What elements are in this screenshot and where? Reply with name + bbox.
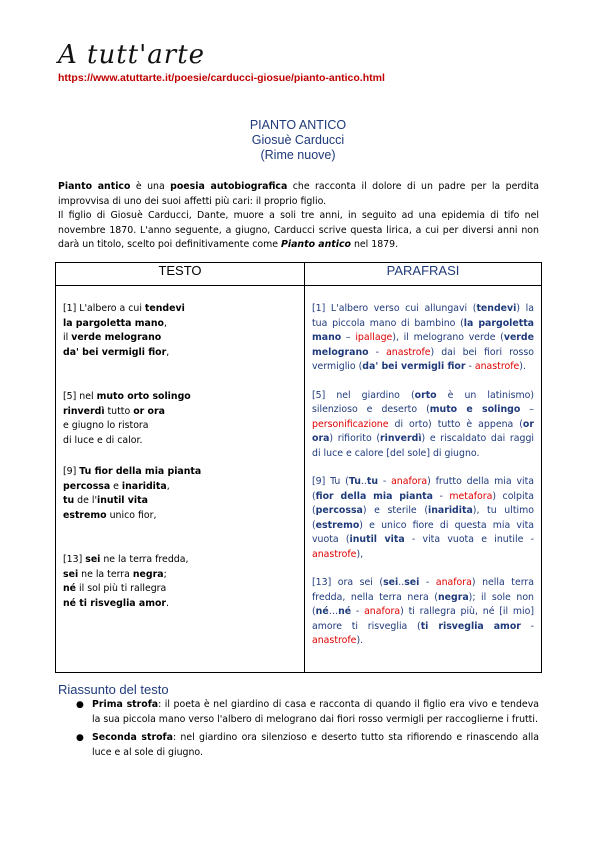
summary-heading: Riassunto del testo	[58, 682, 169, 697]
bold-text: negra	[132, 568, 164, 580]
bold-text: verde melograno	[312, 332, 534, 358]
poem-line	[63, 582, 297, 597]
intro-text	[58, 180, 539, 253]
rhetorical-figure: anastrofe	[386, 346, 431, 358]
text-run: nel 1879.	[350, 239, 399, 250]
poem-line	[63, 317, 297, 332]
bold-text: rinverdì	[63, 405, 105, 417]
bold-text: muto e solingo	[429, 404, 521, 415]
column-header-testo: TESTO	[56, 263, 305, 286]
text-run: .	[166, 597, 170, 609]
text-run: [5] nel giardino (	[312, 389, 415, 401]
text-run: ,	[163, 317, 167, 329]
bold-text: or ora	[312, 418, 534, 444]
text-run: [5] nel	[63, 391, 97, 402]
paraphrase-paragraph	[312, 576, 534, 649]
bold-text: Tu fior della mia pianta	[79, 466, 202, 477]
bold-text: estremo	[63, 509, 107, 521]
text-run: di luce e di calor.	[63, 434, 143, 446]
text-run: ) colpita (	[312, 490, 535, 516]
bold-text: Prima strofa	[92, 699, 159, 710]
bold-text: orto	[414, 389, 437, 401]
text-run: Il figlio di Giosuè Carducci, Dante, muore a soli tre anni, in seguito ad una epidemia di tifo nel novembre 1870. L'anno seguente, a giugno, Carducci scrive questa lirica, a cui per diversi anni non darà un titolo, scelto poi definitivamente come	[58, 210, 539, 250]
rhetorical-figure: anafora	[364, 606, 401, 617]
poem-title: PIANTO ANTICO	[249, 118, 347, 132]
text-run: unico fior,	[106, 509, 157, 521]
poem-collection: (Rime nuove)	[260, 148, 336, 162]
bold-text: poesia autobiografica	[170, 181, 288, 192]
bold-text: sei	[404, 577, 420, 588]
bold-text: la pargoletta mano	[312, 317, 535, 343]
intro-paragraph-1	[58, 180, 539, 209]
poem-text	[56, 286, 304, 611]
text-run: -	[368, 346, 387, 358]
poem-line	[63, 597, 297, 612]
bold-italic-text: Pianto antico	[281, 239, 351, 250]
rhetorical-figure: ipallage	[355, 332, 393, 343]
intro-paragraph-2	[58, 209, 539, 253]
text-run: ..	[360, 476, 367, 487]
text-run: il sol più ti rallegra	[76, 583, 167, 594]
poem-line	[63, 331, 297, 346]
text-run: -	[432, 490, 450, 502]
title-block	[0, 118, 596, 163]
bold-text: tu	[63, 495, 75, 506]
text-run: ..	[398, 577, 405, 588]
rhetorical-figure: metafora	[449, 490, 493, 502]
text-run: ), tu ultimo (	[312, 505, 534, 531]
poem-line	[63, 419, 297, 434]
bold-text: inutil vita	[97, 495, 148, 506]
poem-line	[63, 494, 297, 509]
text-run: ) dai bei fiori rosso vermiglio (	[312, 346, 534, 372]
poem-line	[63, 434, 297, 449]
bold-text: negra	[437, 591, 469, 603]
bold-text: percossa	[63, 480, 111, 492]
bold-text: sei	[63, 568, 79, 580]
bold-text: sei	[383, 577, 399, 588]
bold-text: or ora	[133, 405, 165, 417]
paraphrase-paragraph	[312, 389, 534, 462]
text-run: ,	[166, 480, 170, 492]
text-run: è una	[130, 181, 171, 192]
poem-stanza	[63, 553, 297, 611]
text-run: ) e sterile (	[362, 505, 428, 516]
text-run: ) e unico fiore di questa mia vita vuota (	[312, 519, 534, 545]
text-run: -	[520, 620, 534, 632]
bold-text: né	[63, 583, 77, 594]
rhetorical-figure: personificazione	[312, 418, 389, 430]
bold-text: Tu	[348, 476, 361, 487]
poem-author: Giosuè Carducci	[251, 133, 345, 147]
column-header-parafrasi: PARAFRASI	[305, 263, 542, 286]
poem-stanza	[63, 302, 297, 360]
poem-line	[63, 465, 297, 480]
text-run: ).	[356, 635, 364, 646]
rhetorical-figure: anafora	[391, 476, 428, 487]
text-run: [1] L'albero a cui	[63, 303, 145, 314]
list-item	[58, 698, 539, 727]
text-run: ),	[356, 548, 364, 560]
poem-stanza	[63, 465, 297, 523]
text-run: che racconta il dolore di un padre per la perdita improvvisa di uno dei suoi affetti più cari: il proprio figlio.	[58, 181, 540, 207]
rhetorical-figure: anastrofe	[312, 635, 357, 646]
bold-text: inutil vita	[349, 534, 405, 545]
summary-list	[58, 698, 539, 764]
poem-line	[63, 480, 297, 495]
poem-line	[63, 390, 297, 405]
source-url[interactable]: https://www.atuttarte.it/poesie/carducci-giosue/pianto-antico.html	[58, 72, 385, 84]
text-run: - vita vuota e inutile -	[404, 534, 534, 545]
text-run: ) rifiorito (	[329, 433, 381, 444]
text-run: [13] ora sei (	[312, 577, 384, 588]
text-run: e giugno lo ristora	[63, 420, 149, 431]
parafrasi-cell	[305, 286, 542, 673]
poem-line	[63, 553, 297, 568]
text-run: ;	[163, 568, 167, 580]
bold-text: né	[315, 606, 329, 617]
text-run: ,	[166, 346, 170, 358]
rhetorical-figure: anafora	[435, 577, 472, 588]
rhetorical-figure: anastrofe	[312, 548, 357, 560]
text-run: …	[328, 606, 339, 617]
text-run: -	[465, 361, 475, 372]
bold-text: tu	[366, 476, 379, 487]
list-item	[58, 731, 539, 760]
text-run: [9] Tu (	[312, 476, 349, 487]
text-run: -	[419, 577, 436, 588]
bold-text: Pianto antico	[58, 181, 131, 192]
bullet-icon: ●	[76, 700, 84, 710]
bold-text: rinverdì	[380, 433, 422, 444]
paraphrase-text	[305, 286, 541, 649]
bold-text: né	[338, 606, 352, 617]
text-run: ) frutto della mia vita (	[312, 476, 535, 502]
poem-line	[63, 405, 297, 420]
text-run: è un latinismo) silenzioso e deserto (	[312, 389, 534, 415]
text-run: –	[341, 332, 356, 343]
text-run: [9]	[63, 466, 80, 477]
text-run: ); il sole non (	[312, 591, 534, 617]
bold-text: inaridita	[121, 480, 167, 492]
text-run: ) e riscaldato dai raggi di luce e calore [del sole] di giugno.	[312, 433, 534, 459]
bold-text: percossa	[315, 505, 363, 516]
text-run: ne la terra	[78, 568, 133, 580]
bold-text: fior della mia pianta	[315, 490, 433, 502]
poem-line	[63, 509, 297, 524]
bold-text: la pargoletta mano	[63, 317, 164, 329]
poem-table	[55, 262, 542, 673]
poem-stanza	[63, 390, 297, 448]
bold-text: né ti risveglia amor	[63, 597, 167, 609]
text-run: -	[378, 476, 392, 487]
text-run: ) ti rallegra più, né [il mio] amore ti risveglia (	[312, 606, 534, 632]
bullet-icon: ●	[76, 733, 84, 743]
text-run: [13]	[63, 554, 86, 565]
text-run: tutto	[104, 405, 134, 417]
text-run: ne la terra fredda,	[100, 554, 189, 565]
text-run: : il poeta è nel giardino di casa e racconta di quando il figlio era vivo e tendeva la sua piccola mano verso l'albero di melograno dai fiori rosso vermigli per raccoglierne i frutti.	[92, 699, 539, 725]
bold-text: sei	[85, 554, 101, 565]
poem-line	[63, 346, 297, 361]
bold-text: muto orto solingo	[96, 391, 191, 402]
text-run: -	[351, 606, 365, 617]
text-run: [1] L'albero verso cui allungavi (	[312, 303, 477, 314]
bold-text: ti risveglia amor	[420, 620, 521, 632]
text-run: : nel giardino ora silenzioso e deserto tutto sta rifiorendo e rinascendo alla luce e al sole di giugno.	[92, 732, 539, 758]
text-run: ).	[519, 361, 526, 372]
testo-cell	[56, 286, 305, 673]
bold-text: da' bei vermigli fior	[63, 346, 167, 358]
text-run: ), il melograno verde (	[392, 332, 504, 343]
paraphrase-paragraph	[312, 475, 534, 562]
bold-text: tendevi	[476, 303, 517, 314]
bold-text: Seconda strofa	[92, 732, 173, 743]
poem-line	[63, 302, 297, 317]
text-run: e	[110, 480, 122, 492]
text-run: di orto) tutto è appena (	[388, 418, 523, 430]
bold-text: inaridita	[427, 505, 473, 516]
poem-line	[63, 568, 297, 583]
table-body-row	[56, 286, 542, 673]
text-run: ) nella terra fredda, nella terra nera (	[312, 577, 535, 603]
bold-text: tendevi	[144, 303, 185, 314]
bold-text: verde melograno	[71, 332, 162, 343]
text-run: –	[520, 404, 534, 415]
rhetorical-figure: anastrofe	[474, 361, 520, 372]
text-run: il	[63, 332, 72, 343]
bold-text: da' bei vermigli fior	[362, 361, 466, 372]
paraphrase-paragraph	[312, 302, 534, 375]
text-run: de l'	[74, 495, 98, 506]
text-run: ) la tua piccola mano di bambino (	[312, 303, 534, 329]
bold-text: estremo	[315, 519, 360, 531]
table-header-row	[56, 263, 542, 286]
site-logo: A tutt'arte	[58, 40, 206, 70]
